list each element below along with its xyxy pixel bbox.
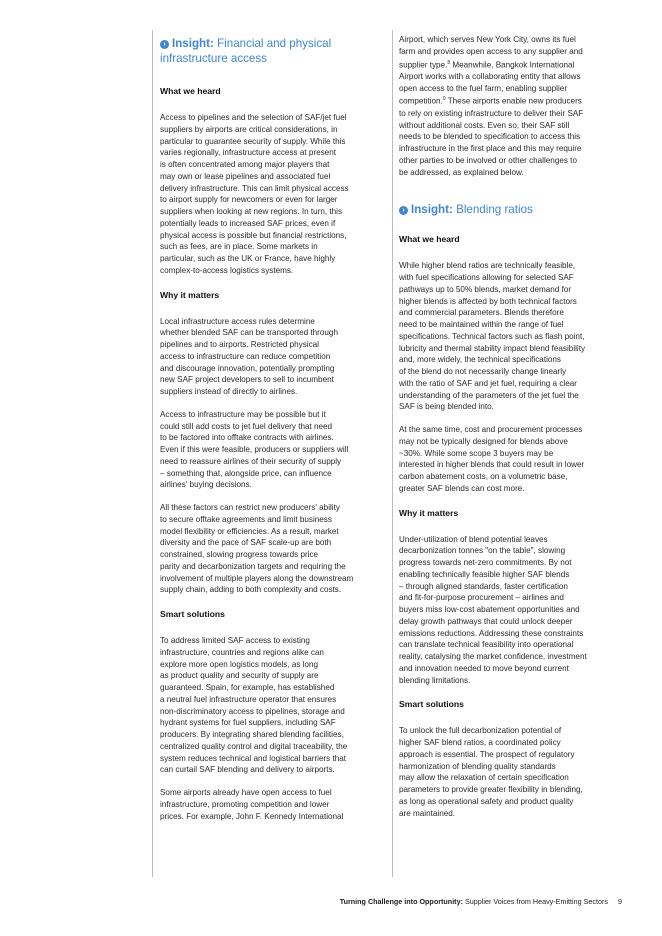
paragraph: Some airports already have open access to fuel infrastructure, promoting competition and lower prices. For example, John F. Kennedy International [160,788,344,821]
paragraph: At the same time, cost and procurement processes may not be typically designed for blends above ~30%. While some scope 3 buyers may be interested in higher blends that could result in lower carbon abatement costs, on a volumetric base, greater SAF blends can cost more. [399,425,585,493]
section-heading-why-it-matters: Why it matters [399,507,459,518]
left-column [152,30,390,877]
footnote-ref[interactable]: 9 [442,96,446,103]
paragraph: Under-utilization of blend potential leaves decarbonization tonnes "on the table", slowing progress towards net-zero commitments. By not enabling technically feasible higher SAF blends – through aligned standards, faster certification and fit-for-purpose procurement – airlines and buyers miss low-cost abatement opportunities and delay growth pathways that could unlock deeper emissions reductions. Addressing these constraints can translate technical feasibility into operational reality, catalysing the market confidence, investment and innovation needed to move beyond current blending limitations. [399,534,587,685]
right-column [392,30,622,877]
footer-title-bold: Turning Challenge into Opportunity: [339,897,463,906]
section-heading-smart-solutions: Smart solutions [160,609,225,619]
page-footer [340,897,622,907]
paragraph: To unlock the full decarbonization potential of higher SAF blend ratios, a coordinated policy approach is essential. The prospect of regulatory harmonization of blending quality standards may allow the relaxation of certain specification parameters to provide greater flexibility in blending, as long as operational safety and product quality are maintained. [399,726,583,818]
arrow-circle-icon: › [160,40,169,49]
paragraph: Access to pipelines and the selection of SAF/jet fuel suppliers by airports are critical considerations, in particular to guarantee security of supply. While this varies regionally, infrastructure access at present is often concentrated among major players that may own or lease pipelines and associated fuel delivery infrastructure. This can limit physical access to airport supply for newcomers or even for larger suppliers when looking at new regions. In turn, this potentially leads to increased SAF prices, even if physical access is possible but financial restrictions, such as fees, are in place. Some markets in particular, such as the UK or France, have highly complex-to-access logistics systems. [160,113,349,275]
paragraph: While higher blend ratios are technically feasible, with fuel specifications allowing for selected SAF pathways up to 50% blends, market demand for higher blends is affected by both technical factors and commercial parameters. Blends therefore need to be maintained within the range of fuel specifications. Technical factors such as flash point, lubricity and thermal stability impact blend feasibility and, more widely, the technical specifications of the blend do not necessarily change linearly with the ratio of SAF and jet fuel, requiring a clear understanding of the parameters of the jet fuel the SAF is being blended into. [399,261,586,412]
paragraph: All these factors can restrict new producers' ability to secure offtake agreements and limit business model flexibility or efficiencies. As a result, market diversity and the pace of SAF scale-up are both constrained, slowing progress towards price parity and decarbonization targets and requiring the involvement of multiple players along the downstream supply chain, adding to both complexity and costs. [160,503,354,595]
insight-heading-blending: › Insight: Blending ratios [399,202,622,217]
page-number: 9 [618,897,622,906]
section-heading-why-it-matters: Why it matters [160,289,220,300]
section-heading-smart-solutions: Smart solutions [399,699,464,710]
arrow-circle-icon: › [399,206,408,215]
paragraph: Local infrastructure access rules determine whether blended SAF can be transported through pipelines and to airports. Restricted physical access to infrastructure can reduce competition and discourage innovation, potentially prompting new SAF project developers to sell to incumbent suppliers instead of directly to airlines. [160,316,338,396]
insight-heading-infrastructure: › Insight: Financial and physical infrastructure access [160,37,332,65]
section-heading-what-we-heard: What we heard [399,234,460,245]
paragraph: Airport, which serves New York City, owns its fuel farm and provides open access to any supplier and supplier type.$^8$ Meanwhile, Bangkok International Airport works with a collaborating entity that allows open access to the fuel farm, enabling supplier competition.$^9$ These airports enable new producers to rely on existing infrastructure to deliver their SAF without additional costs. Even so, their SAF still needs to be blended to specification to access this infrastructure in the first place and this may require other parties to be involved or other challenges to be addressed, as explained below. [399,35,584,177]
footer-title: Supplier Voices from Heavy-Emitting Sectors [462,897,608,906]
paragraph: To address limited SAF access to existing infrastructure, countries and regions alike can explore more open logistics models, as long as product quality and security of supply are guaranteed. Spain, for example, has established a neutral fuel infrastructure operator that ensures non-discriminatory access to pipelines, storage and hydrant systems for fuel suppliers, including SAF producers. By integrating shared blending facilities, centralized quality control and digital traceability, the system reduces technical and logistical barriers that can curtail SAF blending and delivery to airports. [160,636,348,775]
section-heading-what-we-heard: What we heard [160,86,221,96]
footnote-ref[interactable]: 8 [447,59,451,66]
paragraph: Access to infrastructure may be possible but it could still add costs to jet fuel delivery that need to be factored into offtake contracts with airlines. Even if this were feasible, producers or suppliers will need to reassure airlines of their security of supply – something that, alongside price, can influence airlines' buying decisions. [160,409,349,490]
